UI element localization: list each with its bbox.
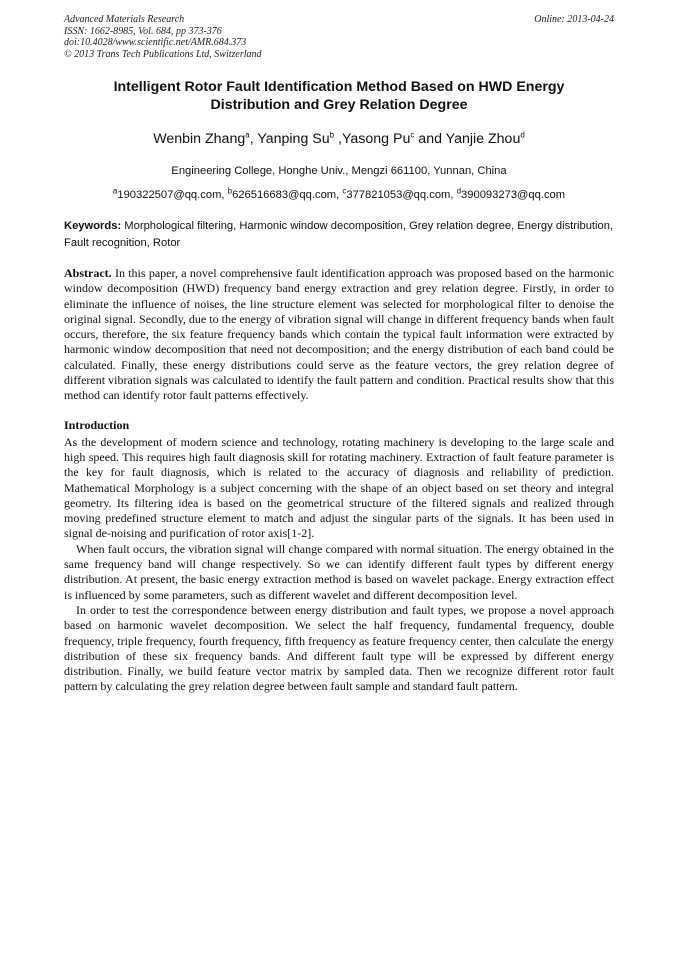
title-line-2: Distribution and Grey Relation Degree [210,97,468,113]
author-name: Yanping Su [257,131,330,147]
keywords-block [64,218,614,251]
email-mark: d [456,186,462,196]
author-affil-mark: a [245,130,250,140]
email-link[interactable]: 626516683@qq.com [232,189,337,201]
journal-name: Advanced Materials Research [64,14,185,25]
issn-line: ISSN: 1662-8985, Vol. 684, pp 373-376 [64,25,222,37]
introduction-heading: Introduction [64,417,130,432]
intro-paragraph-1: As the development of modern science and technology, rotating machinery is developing to the large scale and high speed. This requires high fault diagnosis skill for rotating machinery. Extraction of fault feature parameter is the key for fault diagnosis, which is related to the accuracy of diagnosis and reliability of prediction. Mathematical Morphology is a subject concerning with the shape of an object based on set theory and integral geometry. Its filtering idea is based on the geometrical structure of the filtered signals and realized through moving predefined structure element to match and adjust the singular parts of the signals. It has been used in signal de-noising and purification of rotor axis[1-2]. [64,434,614,541]
online-date: Online: 2013-04-24 [534,14,614,25]
author-name: Yanjie Zhou [445,131,521,147]
abstract-label: Abstract. [64,266,112,280]
email-link[interactable]: 390093273@qq.com [461,189,566,201]
publication-header [64,14,614,60]
abstract-block [64,266,614,404]
author-separator: and [414,131,446,147]
copyright-line: © 2013 Trans Tech Publications Ltd, Switzerland [64,48,262,60]
author-affil-mark: d [520,130,525,140]
keywords-label: Keywords: [64,220,122,232]
title-line-1: Intelligent Rotor Fault Identification Method Based on HWD Energy [113,79,565,95]
email-mark: a [112,186,118,196]
author-list [64,130,614,148]
author-separator: , [334,131,342,147]
paper-title [64,78,614,114]
abstract-text: In this paper, a novel comprehensive fault identification approach was proposed based on the harmonic window decomposition (HWD) frequency band energy extraction and grey relation degree. Firstly, in order to eliminate the influence of noises, the line structure element was selected for morphological filter to denoise the original signal. Secondly, due to the energy of vibration signal will change in different frequency bands when fault occurs, therefore, the six feature frequency bands which contain the typical fault information were extracted by harmonic window decomposition that need not decomposition; and the energy distribution of each band could be calculated. Finally, these energy distributions could serve as the feature vectors, the grey relation degree of different vibration signals was calculated to identify the fault pattern and condition. Practical results show that this method can identify rotor fault patterns effectively. [64,266,614,403]
keywords-text: Morphological filtering, Harmonic window decomposition, Grey relation degree, Energy distribution, Fault recognition, Rotor [64,220,614,249]
email-mark: b [227,186,233,196]
author-name: Wenbin Zhang [153,131,246,147]
author-affil-mark: c [410,130,415,140]
author-affil-mark: b [329,130,335,140]
email-separator: , [336,189,343,201]
email-list [64,188,614,202]
email-link[interactable]: 377821053@qq.com [346,189,451,201]
intro-paragraph-2: When fault occurs, the vibration signal will change compared with normal situation. The energy obtained in the same frequency band will change respectively. So we can identify different fault types by different energy distribution. At present, the basic energy extraction method is based on wavelet package. Energy extraction effect is influenced by some parameters, such as different wavelet and different decomposition level. [64,541,614,602]
email-separator: , [450,189,457,201]
doi-line: doi:10.4028/www.scientific.net/AMR.684.373 [64,37,247,48]
affiliation: Engineering College, Honghe Univ., Mengzi 661100, Yunnan, China [171,165,507,177]
email-mark: c [342,186,347,196]
email-separator: , [221,189,228,201]
author-separator: , [249,131,258,147]
intro-paragraph-3: In order to test the correspondence between energy distribution and fault types, we propose a novel approach based on harmonic wavelet decomposition. We select the half frequency, fundamental frequency, double frequency, triple frequency, fourth frequency, fifth frequency as feature frequency center, then calculate the energy distribution of these six frequency bands. And different fault type will be expressed by different energy distribution. Finally, we build feature vector matrix by sampled data. Then we recognize different rotor fault pattern by calculating the grey relation degree between fault sample and standard fault pattern. [64,602,614,694]
email-link[interactable]: 190322507@qq.com [117,189,222,201]
author-name: Yasong Pu [341,131,411,147]
